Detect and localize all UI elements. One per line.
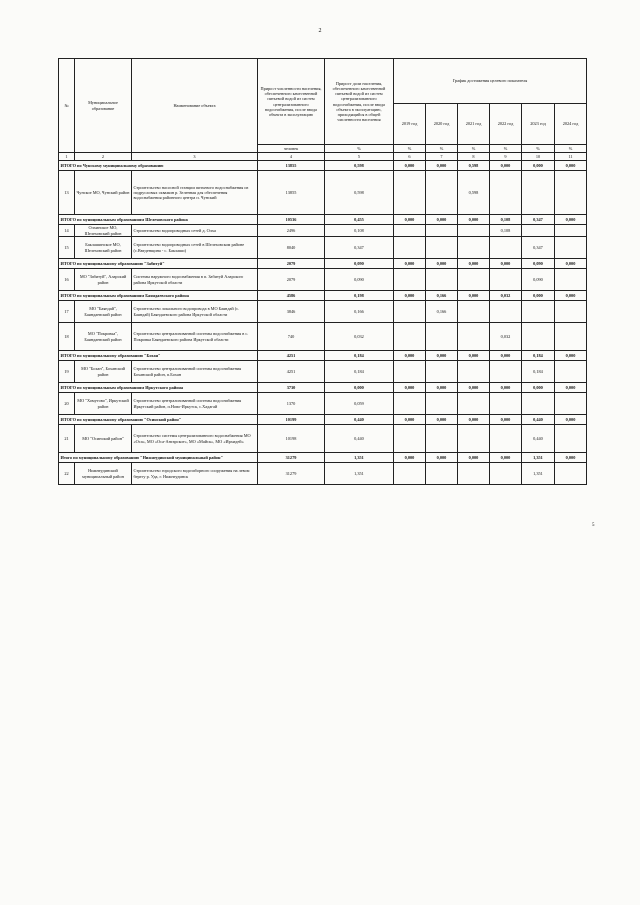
row-population: 2079 <box>258 269 325 291</box>
row-year-value <box>458 225 490 237</box>
row-year-value <box>490 301 522 323</box>
row-year-value <box>458 301 490 323</box>
total-year-value: 0,000 <box>490 259 522 269</box>
row-year-value <box>555 171 587 215</box>
row-object: Строительство централизованной системы водоснабжения Иркутский район, п.Ново-Иркутск, с.Хадагай <box>132 393 258 415</box>
row-municipality: МО "Забитуй", Аларский район <box>75 269 132 291</box>
row-object: Строительство городского водозаборного сооружения на левом берегу р. Уда, г. Нижнеудинск <box>132 463 258 485</box>
row-year-value <box>458 323 490 351</box>
total-label: ИТОГО по муниципальным образованиям Баяндаевского района <box>59 291 258 301</box>
header-year: 2019 год <box>394 104 426 145</box>
header-share-growth: Прирост доли населения, обеспеченного качественной питьевой водой из систем централизованного водоснабжения, после ввода объекта в эксплуатацию, приходящийся в общей численности населения <box>325 59 394 145</box>
row-number: 13 <box>59 171 75 215</box>
total-year-value: 0,000 <box>458 259 490 269</box>
row-year-value <box>426 425 458 453</box>
row-year-value <box>458 269 490 291</box>
unit-people: человек <box>258 145 325 153</box>
col-number: 10 <box>522 153 555 161</box>
table-body <box>59 161 587 485</box>
total-year-value: 0,000 <box>426 161 458 171</box>
total-population: 4586 <box>258 291 325 301</box>
row-year-value <box>426 323 458 351</box>
total-population: 3730 <box>258 383 325 393</box>
table-row <box>59 171 587 215</box>
row-population: 13855 <box>258 171 325 215</box>
unit-pct: % <box>426 145 458 153</box>
total-year-value: 0,000 <box>555 351 587 361</box>
total-share: 0,455 <box>325 215 394 225</box>
total-year-value: 0,166 <box>426 291 458 301</box>
row-population: 3846 <box>258 301 325 323</box>
header-year: 2021 год <box>458 104 490 145</box>
row-year-value <box>555 301 587 323</box>
page-number: 2 <box>318 28 322 34</box>
total-population: 2079 <box>258 259 325 269</box>
total-population: 10536 <box>258 215 325 225</box>
total-year-value: 0,000 <box>458 291 490 301</box>
row-municipality: МО "Баяндай", Баяндаевский район <box>75 301 132 323</box>
total-year-value: 0,000 <box>555 291 587 301</box>
total-row <box>59 215 587 225</box>
row-year-value: 0,440 <box>522 425 555 453</box>
table-row <box>59 361 587 383</box>
total-year-value: 0,000 <box>555 453 587 463</box>
total-population: 10199 <box>258 415 325 425</box>
total-population: 4251 <box>258 351 325 361</box>
total-year-value: 0,000 <box>555 215 587 225</box>
total-year-value: 0,000 <box>490 161 522 171</box>
row-municipality: МО "Хомутово", Иркутский район <box>75 393 132 415</box>
row-year-value <box>490 269 522 291</box>
row-year-value <box>394 301 426 323</box>
total-year-value: 0,000 <box>555 383 587 393</box>
total-year-value: 0,000 <box>522 161 555 171</box>
total-year-value: 0,000 <box>394 415 426 425</box>
total-year-value: 0,598 <box>458 161 490 171</box>
total-year-value: 0,000 <box>394 215 426 225</box>
table-row <box>59 269 587 291</box>
row-year-value <box>426 393 458 415</box>
row-share: 0,166 <box>325 301 394 323</box>
row-object: Строительство насосной станции питьевого водоснабжения из подрусловых скважин р. Зеленная для обеспечения водоснабжения районного центра п. Чунский <box>132 171 258 215</box>
total-year-value: 0,000 <box>394 259 426 269</box>
total-year-value: 0,000 <box>458 351 490 361</box>
total-year-value: 0,090 <box>522 259 555 269</box>
unit-pct: % <box>325 145 394 153</box>
total-share: 0,198 <box>325 291 394 301</box>
total-year-value: 0,000 <box>555 415 587 425</box>
row-municipality: Нижнеудинский муниципальный район <box>75 463 132 485</box>
total-row <box>59 161 587 171</box>
row-object: Строительство централизованной системы водоснабжения Боханский район, п.Бохан <box>132 361 258 383</box>
row-year-value <box>426 361 458 383</box>
total-label: ИТОГО по Чунскому муниципальному образованию <box>59 161 258 171</box>
col-number: 3 <box>132 153 258 161</box>
unit-pct: % <box>522 145 555 153</box>
col-number: 4 <box>258 153 325 161</box>
unit-pct: % <box>555 145 587 153</box>
row-municipality: Олхинское МО, Шелеховский район <box>75 225 132 237</box>
row-year-value <box>394 393 426 415</box>
total-year-value: 0,000 <box>394 383 426 393</box>
row-year-value <box>490 393 522 415</box>
table-row <box>59 463 587 485</box>
total-year-value: 0,000 <box>490 351 522 361</box>
row-municipality: Баклашинское МО, Шелеховский район <box>75 237 132 259</box>
row-year-value: 0,090 <box>522 269 555 291</box>
row-year-value <box>522 225 555 237</box>
col-number: 7 <box>426 153 458 161</box>
total-share: 0,440 <box>325 415 394 425</box>
row-year-value <box>458 463 490 485</box>
total-year-value: 0,000 <box>555 161 587 171</box>
row-population: 10198 <box>258 425 325 453</box>
row-year-value <box>490 463 522 485</box>
row-year-value <box>490 425 522 453</box>
row-year-value <box>394 269 426 291</box>
header-schedule: График достижения целевого показателя <box>394 59 587 104</box>
total-row <box>59 383 587 393</box>
total-row <box>59 415 587 425</box>
table-row <box>59 225 587 237</box>
row-number: 21 <box>59 425 75 453</box>
header-year: 2022 год <box>490 104 522 145</box>
table-row <box>59 301 587 323</box>
row-share: 0,032 <box>325 323 394 351</box>
row-share: 0,598 <box>325 171 394 215</box>
row-year-value <box>522 301 555 323</box>
row-population: 8040 <box>258 237 325 259</box>
total-year-value: 0,184 <box>522 351 555 361</box>
total-year-value: 0,000 <box>426 383 458 393</box>
row-share: 1,351 <box>325 463 394 485</box>
row-year-value <box>426 237 458 259</box>
total-row <box>59 453 587 463</box>
row-year-value <box>522 393 555 415</box>
col-number: 6 <box>394 153 426 161</box>
row-number: 18 <box>59 323 75 351</box>
row-year-value <box>426 463 458 485</box>
total-year-value: 0,000 <box>458 415 490 425</box>
total-year-value: 0,347 <box>522 215 555 225</box>
row-year-value <box>426 269 458 291</box>
row-number: 14 <box>59 225 75 237</box>
total-year-value: 0,000 <box>426 351 458 361</box>
header-year: 2020 год <box>426 104 458 145</box>
row-year-value: 0,598 <box>458 171 490 215</box>
total-year-value: 0,000 <box>394 291 426 301</box>
row-share: 0,440 <box>325 425 394 453</box>
row-year-value: 0,108 <box>490 225 522 237</box>
row-year-value <box>490 237 522 259</box>
total-year-value: 0,000 <box>522 291 555 301</box>
header-municipality: Муниципальное образование <box>75 59 132 153</box>
header-year: 2023 год <box>522 104 555 145</box>
col-number: 1 <box>59 153 75 161</box>
row-object: Строительство локального водопровода в МО Баяндай (с. Баяндай) Баяндаевского района Иркутской области <box>132 301 258 323</box>
row-number: 16 <box>59 269 75 291</box>
total-row <box>59 291 587 301</box>
col-number: 8 <box>458 153 490 161</box>
row-number: 15 <box>59 237 75 259</box>
total-share: 0,000 <box>325 383 394 393</box>
row-year-value <box>555 237 587 259</box>
row-year-value <box>458 237 490 259</box>
row-object: Строительство централизованной системы водоснабжения в с. Покровка Баяндаевского района Иркутской области <box>132 323 258 351</box>
row-year-value: 1,351 <box>522 463 555 485</box>
total-share: 1,351 <box>325 453 394 463</box>
row-municipality: МО "Покровка", Баяндаевский район <box>75 323 132 351</box>
row-population: 4251 <box>258 361 325 383</box>
total-share: 0,184 <box>325 351 394 361</box>
row-year-value <box>458 393 490 415</box>
table-row <box>59 393 587 415</box>
total-population: 13855 <box>258 161 325 171</box>
total-year-value: 0,000 <box>394 161 426 171</box>
total-label: ИТОГО по муниципальным образованиям Шелеховского района <box>59 215 258 225</box>
side-mark: 5 <box>592 523 595 528</box>
row-population: 31279 <box>258 463 325 485</box>
row-share: 0,108 <box>325 225 394 237</box>
total-year-value: 0,032 <box>490 291 522 301</box>
total-year-value: 0,108 <box>490 215 522 225</box>
total-year-value: 1,351 <box>522 453 555 463</box>
total-year-value: 0,000 <box>426 259 458 269</box>
unit-pct: % <box>458 145 490 153</box>
row-municipality: МО "Бохан", Боханский район <box>75 361 132 383</box>
row-year-value <box>426 225 458 237</box>
total-label: Итого по муниципальному образованию "Нижнеудинский муниципальный район" <box>59 453 258 463</box>
row-year-value <box>555 269 587 291</box>
row-year-value <box>458 425 490 453</box>
col-number: 9 <box>490 153 522 161</box>
row-year-value <box>490 361 522 383</box>
row-year-value <box>394 225 426 237</box>
total-year-value: 0,000 <box>426 453 458 463</box>
row-year-value <box>458 361 490 383</box>
row-municipality: МО "Осинский район" <box>75 425 132 453</box>
col-number: 11 <box>555 153 587 161</box>
row-number: 20 <box>59 393 75 415</box>
row-year-value <box>394 425 426 453</box>
row-year-value <box>522 323 555 351</box>
row-share: 0,347 <box>325 237 394 259</box>
header-object: Наименование объекта <box>132 59 258 153</box>
total-row <box>59 351 587 361</box>
header-population-growth: Прирост численности населения, обеспеченного качественной питьевой водой из систем централизованного водоснабжения, после ввода объекта в эксплуатацию <box>258 59 325 145</box>
total-label: ИТОГО по муниципальному образованию "Осинский район" <box>59 415 258 425</box>
row-year-value <box>555 323 587 351</box>
total-year-value: 0,000 <box>394 453 426 463</box>
row-year-value <box>394 463 426 485</box>
total-year-value: 0,000 <box>458 215 490 225</box>
row-year-value <box>490 171 522 215</box>
row-year-value <box>555 425 587 453</box>
row-year-value <box>394 237 426 259</box>
total-year-value: 0,000 <box>458 453 490 463</box>
total-year-value: 0,000 <box>522 383 555 393</box>
total-label: ИТОГО по муниципальному образованию "Забитуй" <box>59 259 258 269</box>
row-year-value <box>555 361 587 383</box>
row-object: Строительство системы централизованного водоснабжения МО «Оса», МО «Оса-Ангарское», МО «Майск», МО «Ирхидей» <box>132 425 258 453</box>
row-municipality: Чунское МО, Чунский район <box>75 171 132 215</box>
total-year-value: 0,000 <box>490 383 522 393</box>
row-population: 2496 <box>258 225 325 237</box>
row-year-value <box>394 361 426 383</box>
row-year-value <box>522 171 555 215</box>
row-share: 0,059 <box>325 393 394 415</box>
unit-pct: % <box>394 145 426 153</box>
unit-pct: % <box>490 145 522 153</box>
table-row <box>59 323 587 351</box>
row-number: 19 <box>59 361 75 383</box>
row-number: 17 <box>59 301 75 323</box>
col-number: 5 <box>325 153 394 161</box>
row-year-value <box>394 171 426 215</box>
row-year-value: 0,347 <box>522 237 555 259</box>
row-share: 0,184 <box>325 361 394 383</box>
row-number: 22 <box>59 463 75 485</box>
total-share: 0,090 <box>325 259 394 269</box>
row-year-value <box>555 463 587 485</box>
total-year-value: 0,000 <box>458 383 490 393</box>
row-year-value <box>426 171 458 215</box>
header-no: № <box>59 59 75 153</box>
row-year-value <box>555 225 587 237</box>
total-share: 0,598 <box>325 161 394 171</box>
row-population: 740 <box>258 323 325 351</box>
total-label: ИТОГО по муниципальному образованию "Бохан" <box>59 351 258 361</box>
total-year-value: 0,000 <box>555 259 587 269</box>
total-year-value: 0,000 <box>490 415 522 425</box>
header-year: 2024 год <box>555 104 587 145</box>
total-year-value: 0,440 <box>522 415 555 425</box>
total-row <box>59 259 587 269</box>
row-year-value <box>394 323 426 351</box>
total-population: 31279 <box>258 453 325 463</box>
row-object: Системы наружного водоснабжения в п. Забитуй Аларского района Иркутской области <box>132 269 258 291</box>
table-row <box>59 425 587 453</box>
row-population: 1370 <box>258 393 325 415</box>
water-supply-table <box>58 58 587 485</box>
total-label: ИТОГО по муниципальным образованиям Иркутского района <box>59 383 258 393</box>
total-year-value: 0,000 <box>490 453 522 463</box>
table-row <box>59 237 587 259</box>
row-object: Строительство водопроводных сетей д. Олха <box>132 225 258 237</box>
total-year-value: 0,000 <box>426 215 458 225</box>
total-year-value: 0,000 <box>394 351 426 361</box>
col-number: 2 <box>75 153 132 161</box>
row-year-value: 0,166 <box>426 301 458 323</box>
row-share: 0,090 <box>325 269 394 291</box>
row-year-value: 0,184 <box>522 361 555 383</box>
row-year-value <box>555 393 587 415</box>
row-object: Строительство водопроводных сетей в Шелеховском районе (с.Введенщина - с. Баклаши) <box>132 237 258 259</box>
row-year-value: 0,032 <box>490 323 522 351</box>
total-year-value: 0,000 <box>426 415 458 425</box>
